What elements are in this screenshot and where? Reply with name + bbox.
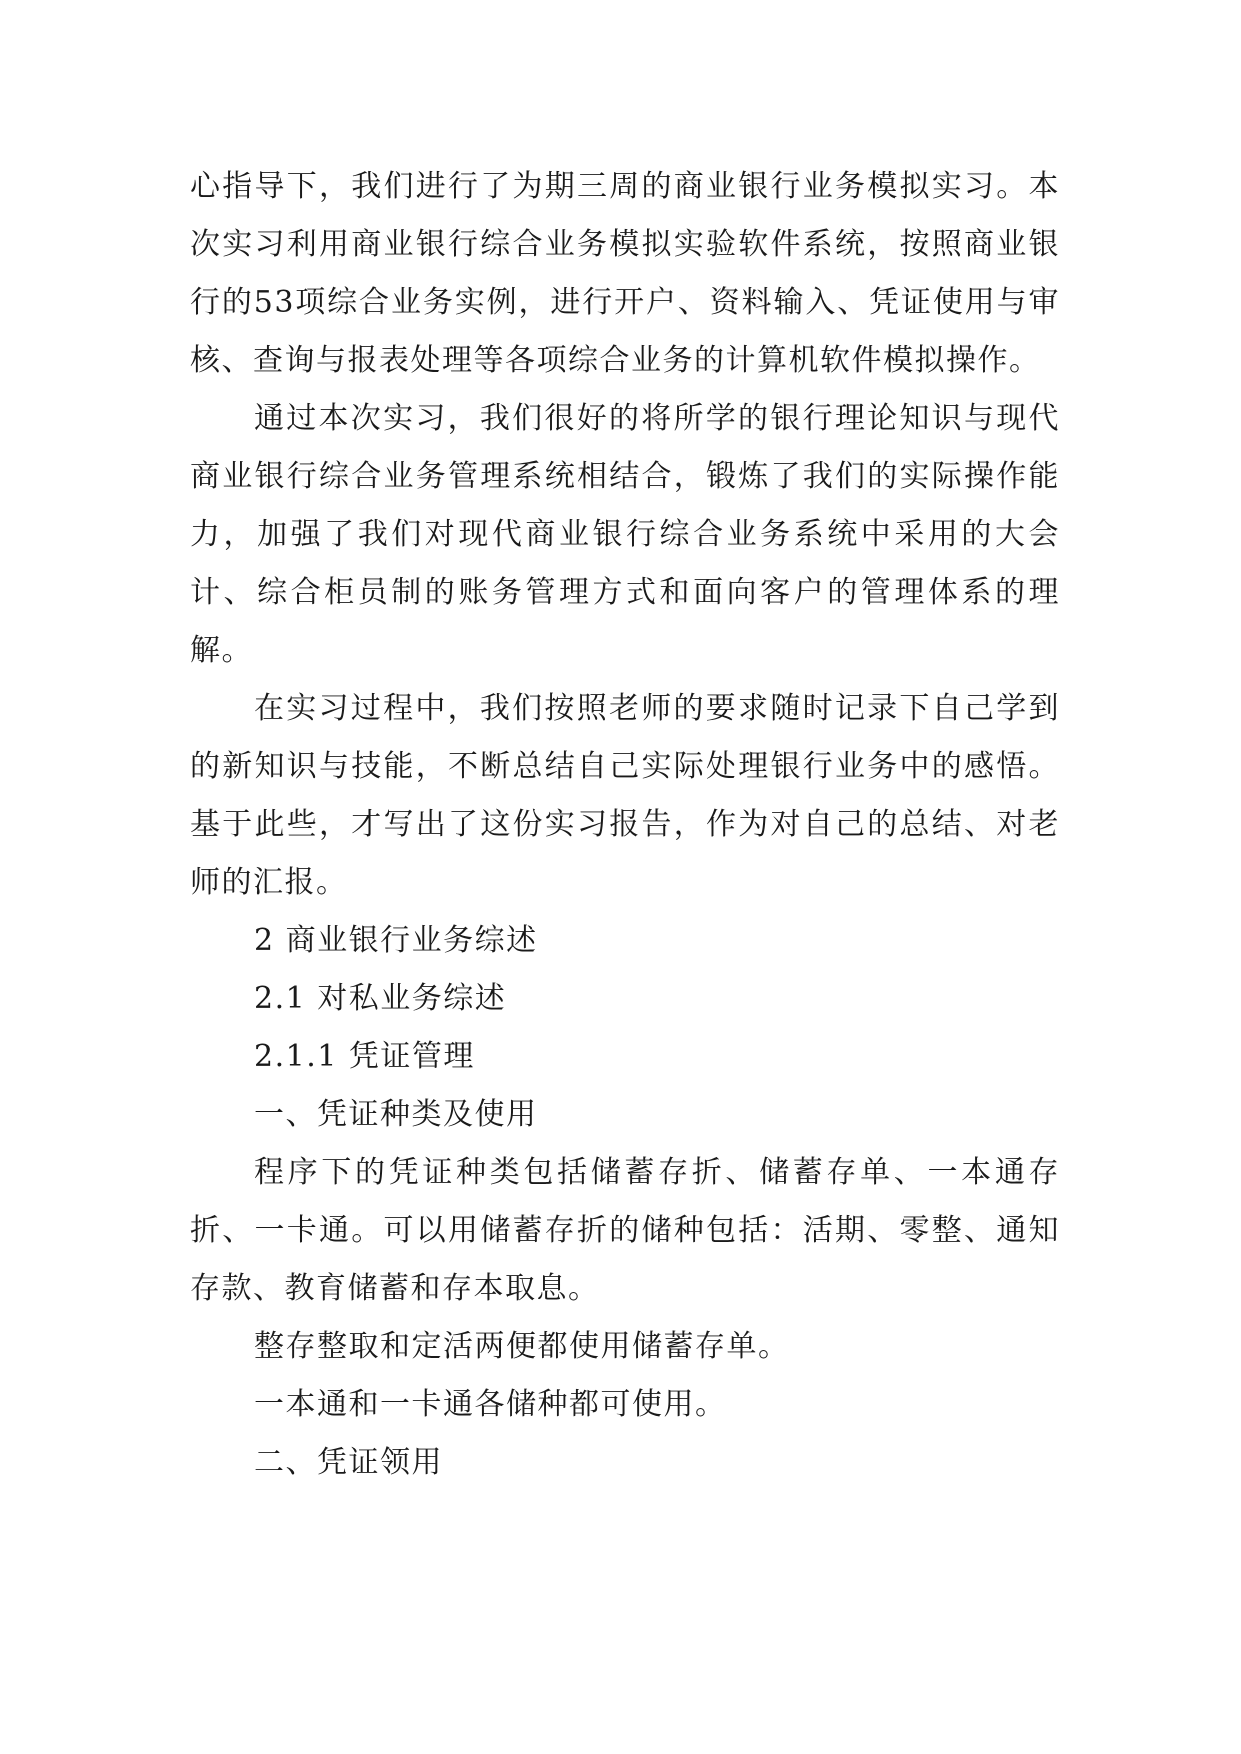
list-heading-voucher-collection: 二、凭证领用 xyxy=(254,1445,443,1480)
document-body xyxy=(190,158,1060,1492)
subsubsection-heading: 2.1.1 凭证管理 xyxy=(254,1039,475,1074)
paragraph-internship-benefits: 通过本次实习，我们很好的将所学的银行理论知识与现代商业银行综合业务管理系统相结合，锻炼了我们的实际操作能力，加强了我们对现代商业银行综合业务系统中采用的大会计、综合柜员制的账务管理方式和面向客户的管理体系的理解。 xyxy=(190,401,1060,668)
paragraph-voucher-types: 程序下的凭证种类包括储蓄存折、储蓄存单、一本通存折、一卡通。可以用储蓄存折的储种包括：活期、零整、通知存款、教育储蓄和存本取息。 xyxy=(190,1155,1060,1306)
paragraph-internship-process: 在实习过程中，我们按照老师的要求随时记录下自己学到的新知识与技能，不断总结自己实际处理银行业务中的感悟。基于此些，才写出了这份实习报告，作为对自己的总结、对老师的汇报。 xyxy=(190,691,1060,900)
paragraph-continuation: 心指导下，我们进行了为期三周的商业银行业务模拟实习。本次实习利用商业银行综合业务模拟实验软件系统，按照商业银行的53项综合业务实例，进行开户、资料输入、凭证使用与审核、查询与报表处理等各项综合业务的计算机软件模拟操作。 xyxy=(190,169,1060,378)
paragraph-certificate-usage: 整存整取和定活两便都使用储蓄存单。 xyxy=(254,1329,790,1364)
list-heading-voucher-types: 一、凭证种类及使用 xyxy=(254,1097,538,1132)
subsection-heading: 2.1 对私业务综述 xyxy=(254,981,507,1016)
section-heading: 2 商业银行业务综述 xyxy=(254,923,538,958)
paragraph-card-usage: 一本通和一卡通各储种都可使用。 xyxy=(254,1387,727,1422)
